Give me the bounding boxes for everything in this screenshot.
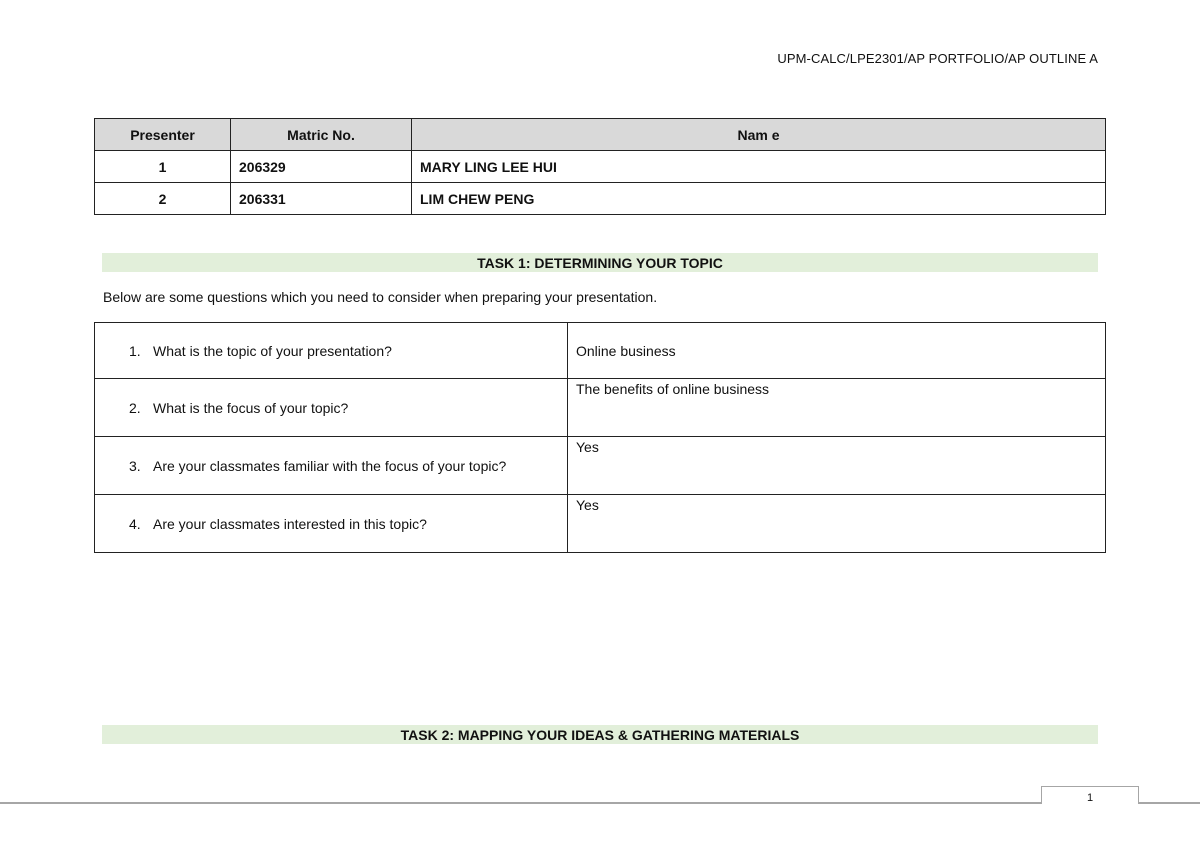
presenter-number: 2 — [95, 183, 231, 215]
task1-title: TASK 1: DETERMINING YOUR TOPIC — [102, 253, 1098, 272]
col-header-matric: Matric No. — [231, 119, 412, 151]
question-text: Are your classmates familiar with the focus of your topic? — [153, 457, 507, 474]
answer-cell: Yes — [568, 437, 1106, 495]
table-row — [95, 437, 1106, 495]
presenter-name: MARY LING LEE HUI — [412, 151, 1106, 183]
document-header-code: UPM-CALC/LPE2301/AP PORTFOLIO/AP OUTLINE A — [777, 51, 1098, 66]
question-text: What is the focus of your topic? — [153, 399, 349, 416]
matric-number: 206329 — [231, 151, 412, 183]
question-cell — [95, 379, 568, 437]
presenters-table — [94, 118, 1106, 215]
question-text: What is the topic of your presentation? — [153, 342, 392, 359]
question-cell — [95, 495, 568, 553]
matric-number: 206331 — [231, 183, 412, 215]
answer-cell: Online business — [568, 323, 1106, 379]
question-cell — [95, 437, 568, 495]
table-row — [95, 495, 1106, 553]
question-number: 1. — [129, 342, 141, 359]
page-number: 1 — [1041, 786, 1139, 804]
col-header-name: Nam e — [412, 119, 1106, 151]
presenter-name: LIM CHEW PENG — [412, 183, 1106, 215]
table-row — [95, 323, 1106, 379]
answer-cell: Yes — [568, 495, 1106, 553]
presenters-header-row — [95, 119, 1106, 151]
question-cell — [95, 323, 568, 379]
question-number: 2. — [129, 399, 141, 416]
questions-table — [94, 322, 1106, 553]
table-row — [95, 151, 1106, 183]
task1-intro: Below are some questions which you need to consider when preparing your presentation. — [103, 289, 658, 305]
col-header-presenter: Presenter — [95, 119, 231, 151]
question-number: 3. — [129, 457, 141, 474]
task2-title: TASK 2: MAPPING YOUR IDEAS & GATHERING MATERIALS — [102, 725, 1098, 744]
presenter-number: 1 — [95, 151, 231, 183]
question-number: 4. — [129, 515, 141, 532]
answer-cell: The benefits of online business — [568, 379, 1106, 437]
table-row — [95, 183, 1106, 215]
question-text: Are your classmates interested in this topic? — [153, 515, 427, 532]
footer-divider — [0, 802, 1200, 804]
table-row — [95, 379, 1106, 437]
